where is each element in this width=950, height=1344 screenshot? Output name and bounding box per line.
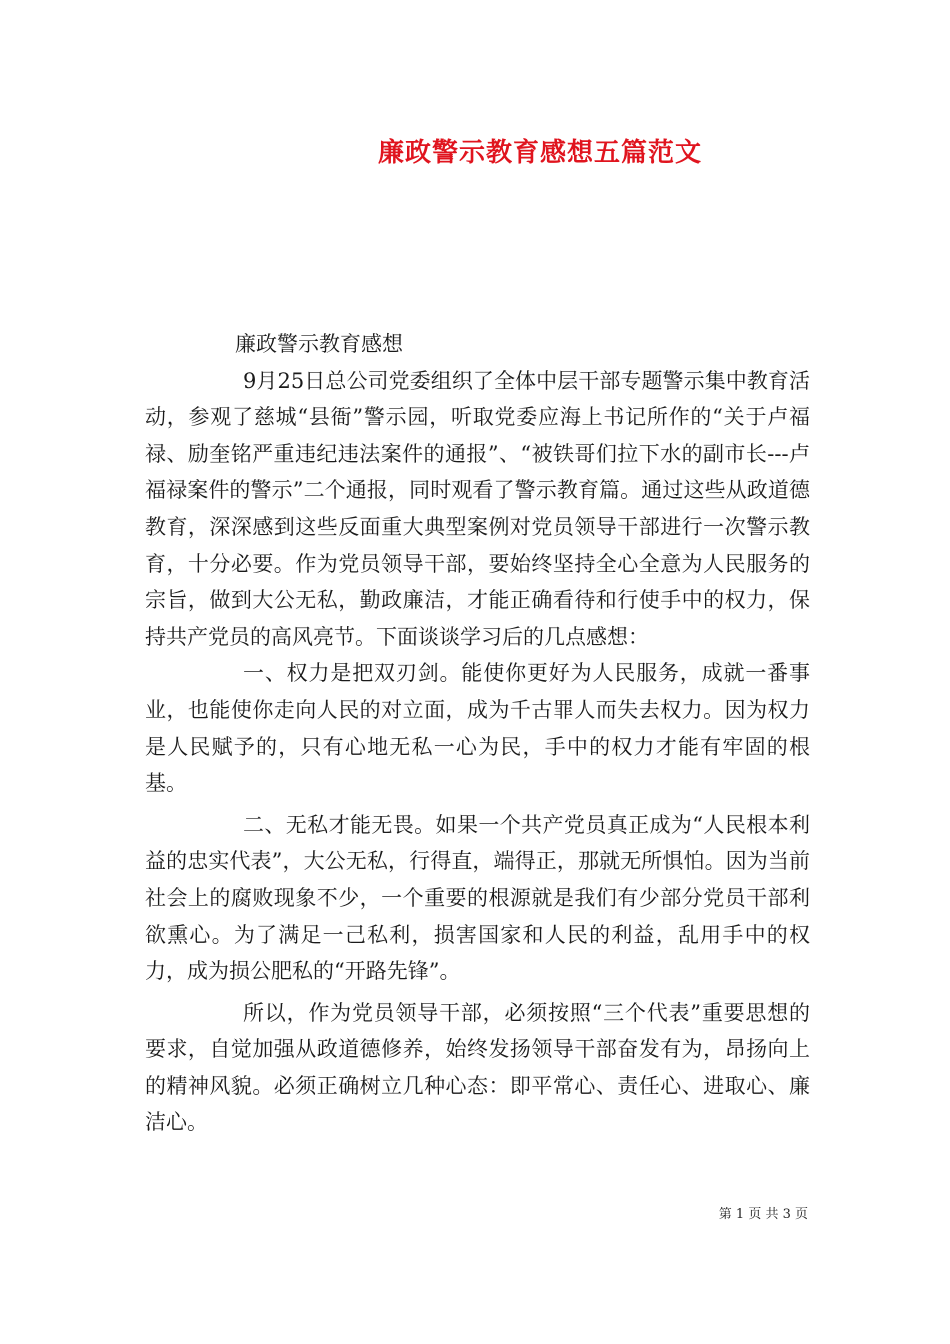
page-number-footer: 第 1 页 共 3 页 [718,1207,808,1222]
paragraph-point-two: 二、无私才能无畏。如果一个共产党员真正成为“人民根本利益的忠实代表”，大公无私，行得直，端得正，那就无所惧怕。因为当前社会上的腐败现象不少，一个重要的根源就是我们有少部分党员干部利欲熏心。为了满足一己私利，损害国家和人民的利益，乱用手中的权力，成为损公肥私的“开路先锋”。 [145,812,810,984]
document-title: 廉政警示教育感想五篇范文 [377,138,702,168]
document-body [145,326,810,1141]
paragraph-intro: 9月25日总公司党委组织了全体中层干部专题警示集中教育活动，参观了慈城“县衙”警示园，听取党委应海上书记所作的“关于卢福禄、励奎铭严重违纪违法案件的通报”、“被铁哥们拉下水的副市长---卢福禄案件的警示”二个通报，同时观看了警示教育篇。通过这些从政道德教育，深深感到这些反面重大典型案例对党员领导干部进行一次警示教育，十分必要。作为党员领导干部，要始终坚持全心全意为人民服务的宗旨，做到大公无私，勤政廉洁，才能正确看待和行使手中的权力，保持共产党员的高风亮节。下面谈谈学习后的几点感想： [145,368,810,649]
paragraph-conclusion: 所以，作为党员领导干部，必须按照“三个代表”重要思想的要求，自觉加强从政道德修养，始终发扬领导干部奋发有为，昂扬向上的精神风貌。必须正确树立几种心态：即平常心、责任心、进取心、廉洁心。 [145,1000,810,1135]
section-heading: 廉政警示教育感想 [235,332,403,356]
paragraph-point-one: 一、权力是把双刃剑。能使你更好为人民服务，成就一番事业，也能使你走向人民的对立面，成为千古罪人而失去权力。因为权力是人民赋予的，只有心地无私一心为民，手中的权力才能有牢固的根基。 [145,661,810,796]
